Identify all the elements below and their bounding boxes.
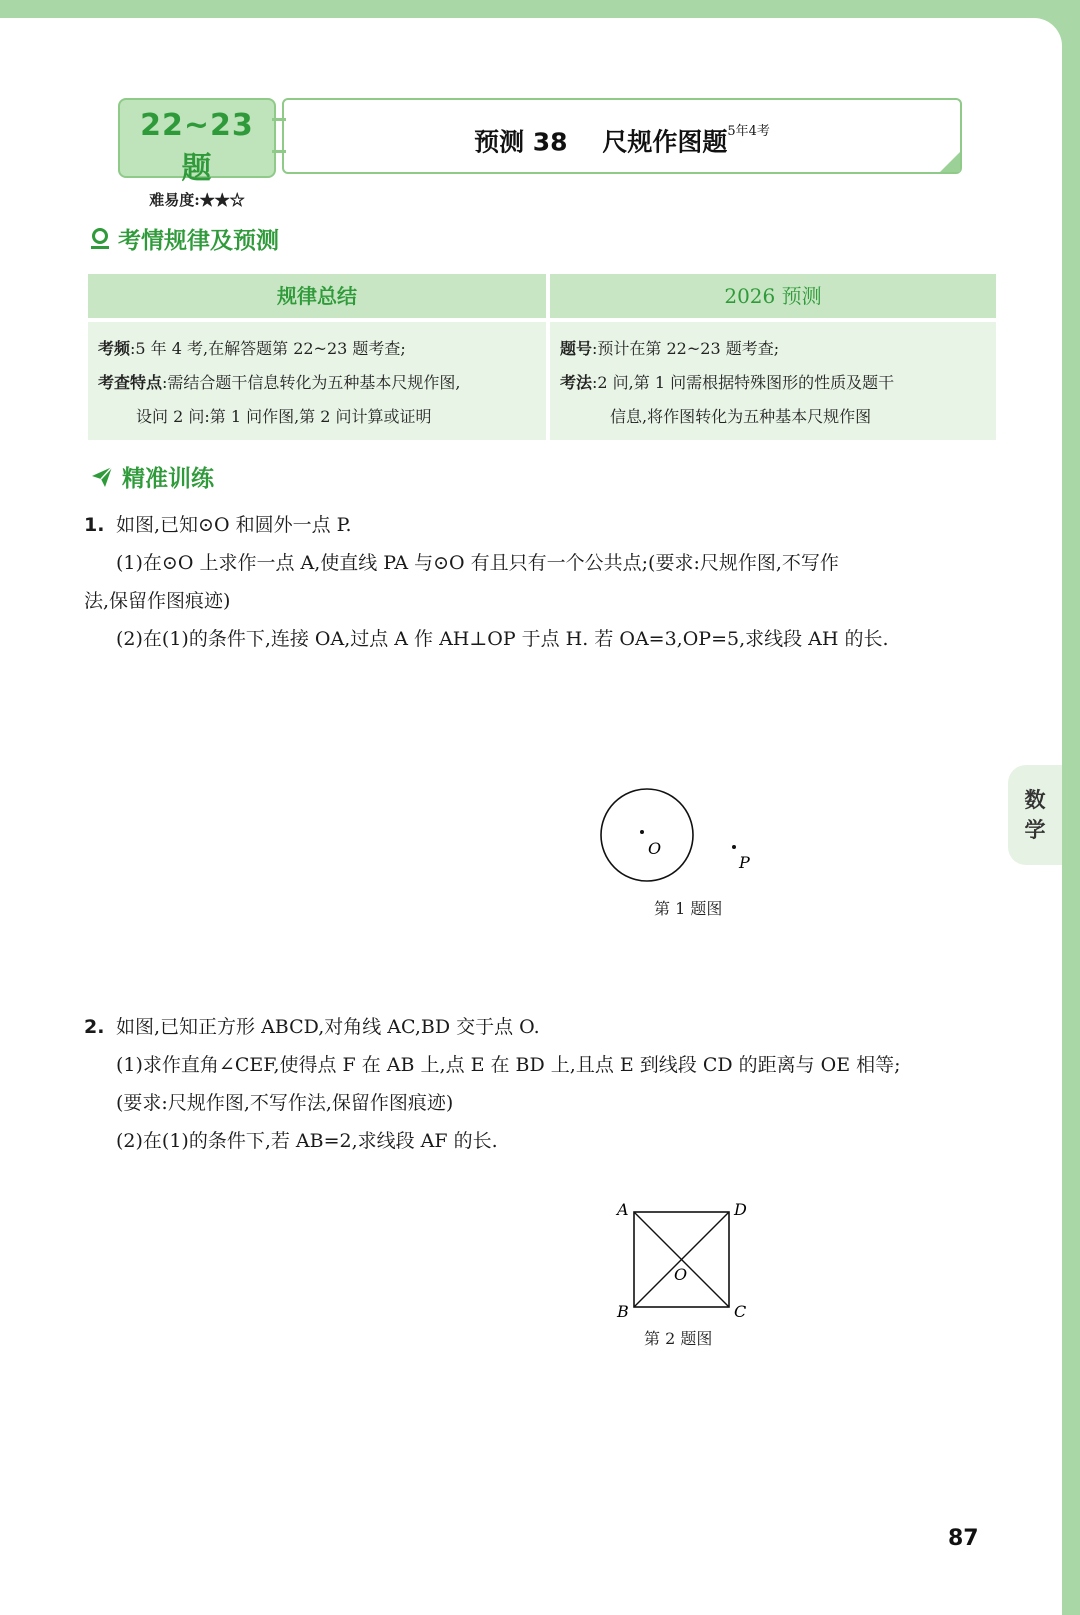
question-number-text: :预计在第 22~23 题考查;: [592, 339, 780, 358]
point-p: [732, 845, 736, 849]
section-heading-analysis: [90, 222, 279, 255]
figure-2-square: [610, 1196, 760, 1326]
location-pin-icon: [90, 227, 110, 251]
label-p: P: [739, 853, 750, 872]
frequency-text: :5 年 4 考,在解答题第 22~23 题考查;: [130, 339, 406, 358]
badge-difficulty: 难易度:★★☆: [149, 191, 245, 209]
point-o: [640, 830, 644, 834]
question-2-part1-a: (1)求作直角∠CEF,使得点 F 在 AB 上,点 E 在 BD 上,且点 E 到线段 CD 的距离与 OE 相等;: [116, 1054, 901, 1076]
method-label: 考法: [560, 373, 593, 392]
question-number-line: [560, 332, 986, 366]
method-text-2: 信息,将作图转化为五种基本尺规作图: [610, 407, 872, 426]
question-range-badge: [118, 98, 276, 209]
label-a: A: [617, 1200, 629, 1219]
title-sup: 5年4考: [727, 124, 770, 139]
question-1: [84, 506, 1004, 658]
question-2-number: 2.: [84, 1016, 105, 1038]
page-sheet: [0, 18, 1062, 1615]
question-2-stem: 如图,已知正方形 ABCD,对角线 AC,BD 交于点 O.: [116, 1016, 540, 1038]
frequency-line: [98, 332, 536, 366]
question-2-part2: (2)在(1)的条件下,若 AB=2,求线段 AF 的长.: [116, 1130, 498, 1152]
figure-1-caption: 第 1 题图: [654, 899, 723, 918]
section-heading-training: [90, 460, 214, 493]
table-header-summary: 规律总结: [88, 274, 546, 318]
side-tab-char-2: 学: [1024, 818, 1046, 842]
table-header-forecast: 2026 预测: [550, 274, 996, 318]
paper-plane-icon: [90, 465, 114, 489]
table-cell-summary: [88, 322, 546, 440]
feature-line: [98, 366, 536, 400]
subject-side-tab[interactable]: [1008, 765, 1062, 865]
badge-range: 22~23 题: [140, 108, 254, 186]
question-number-label: 题号: [560, 339, 593, 358]
feature-label: 考查特点: [98, 373, 163, 392]
question-2-stem-line: [84, 1008, 1004, 1046]
page-number: 87: [948, 1526, 979, 1551]
question-1-part1-a: (1)在⊙O 上求作一点 A,使直线 PA 与⊙O 有且只有一个公共点;(要求:尺规作图,不写作: [116, 552, 839, 574]
label-c: C: [734, 1302, 747, 1321]
section-title-training: 精准训练: [122, 466, 214, 492]
page-title: [282, 98, 962, 174]
figure-2-caption: 第 2 题图: [644, 1329, 713, 1348]
label-d: D: [734, 1200, 747, 1219]
question-2: [84, 1008, 1004, 1160]
feature-text-1: :需结合题干信息转化为五种基本尺规作图,: [162, 373, 461, 392]
question-2-part1-b: (要求:尺规作图,不写作法,保留作图痕迹): [116, 1092, 454, 1114]
question-1-stem-line: [84, 506, 1004, 544]
frequency-label: 考频: [98, 339, 131, 358]
table-cell-forecast: [550, 322, 996, 440]
feature-text-2: 设问 2 问:第 1 问作图,第 2 问计算或证明: [136, 407, 432, 426]
method-line: [560, 366, 986, 400]
question-1-number: 1.: [84, 514, 105, 536]
summary-table: [88, 274, 992, 436]
label-o: O: [648, 839, 662, 858]
side-tab-char-1: 数: [1024, 788, 1046, 812]
label-b: B: [617, 1302, 629, 1321]
label-o: O: [674, 1265, 688, 1284]
question-1-stem: 如图,已知⊙O 和圆外一点 P.: [116, 514, 352, 536]
title-corner-decoration: [940, 152, 960, 172]
section-title-analysis: 考情规律及预测: [118, 228, 279, 254]
title-main: 预测 38 尺规作图题: [474, 127, 728, 157]
question-1-part2: (2)在(1)的条件下,连接 OA,过点 A 作 AH⊥OP 于点 H. 若 OA=3,OP=5,求线段 AH 的长.: [116, 628, 889, 650]
figure-1-circle: [600, 780, 780, 890]
method-text-1: :2 问,第 1 问需根据特殊图形的性质及题干: [592, 373, 895, 392]
question-1-part1-b: 法,保留作图痕迹): [84, 590, 231, 612]
circle-o: [601, 789, 693, 881]
